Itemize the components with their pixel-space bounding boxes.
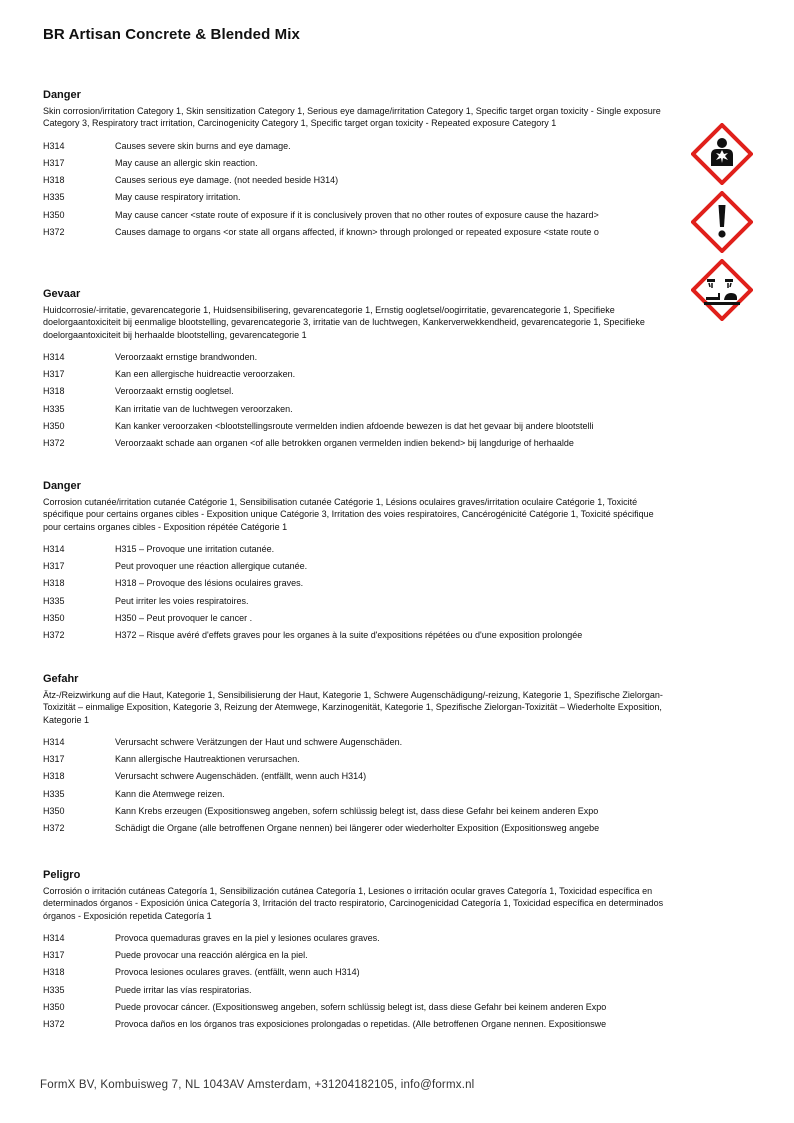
signal-word: Peligro: [43, 869, 81, 881]
hazard-statement-row: [43, 610, 683, 627]
h-code: H350: [43, 209, 65, 220]
h-text: Kann allergische Hautreaktionen verursachen.: [115, 754, 300, 765]
hazard-section-dutch: [43, 288, 683, 453]
hazard-statement-row: [43, 172, 683, 189]
hazard-classification: Corrosion cutanée/irritation cutanée Catégorie 1, Sensibilisation cutanée Catégorie 1, Lésions oculaires graves/irritation oculaire Catégorie 1, Toxicité spécifique pour certains organes cibles - Exposition unique Catégorie 3, Irritation des voies respiratoires, Cancérogénicité Catégorie 1, Toxicité spécifique pour certains organes cibles - Exposition répétée Catégorie 1: [43, 497, 654, 532]
h-text: Schädigt die Organe (alle betroffenen Organe nennen) bei längerer oder wiederholter Exposition (Expositionsweg angebe: [115, 823, 600, 834]
h-code: H314: [43, 736, 65, 747]
h-code: H350: [43, 806, 65, 817]
hazard-statement-row: [43, 541, 683, 558]
h-text: Puede provocar una reacción alérgica en la piel.: [115, 950, 308, 961]
hazard-statement-row: [43, 224, 683, 241]
hazard-statement-row: [43, 138, 683, 155]
hazard-statement-row: [43, 366, 683, 383]
hazard-statement-row: [43, 947, 683, 964]
hazard-classification: Huidcorrosie/-irritatie, gevarencategorie 1, Huidsensibilisering, gevarencategorie 1, Ernstig oogletsel/oogirritatie, gevarencategorie 1, Specifieke doelorgaantoxiciteit bij eenmalige blootstelling, gevarencategorie 3, irritatie van de luchtwegen, Kankerverwekkendheid, gevarencategorie 1, Specifieke doelorgaantoxiciteit bij herhaalde blootstelling, gevarencategorie 1: [43, 305, 645, 340]
h-code: H335: [43, 595, 65, 606]
hazard-statement-row: [43, 418, 683, 435]
h-text: Peut irriter les voies respiratoires.: [115, 595, 249, 606]
hazard-statement-row: [43, 207, 683, 224]
hazard-statement-row: [43, 930, 683, 947]
h-code: H314: [43, 140, 65, 151]
h-code: H318: [43, 578, 65, 589]
h-code: H318: [43, 771, 65, 782]
h-code: H372: [43, 227, 65, 238]
hazard-statement-row: [43, 768, 683, 785]
h-code: H318: [43, 175, 65, 186]
health-hazard-icon: [691, 123, 753, 185]
h-text: Veroorzaakt schade aan organen <of alle betrokken organen vermelden indien bekend> bij langdurige of herhaalde: [115, 438, 574, 449]
h-text: May cause respiratory irritation.: [115, 192, 241, 203]
hazard-statement-row: [43, 155, 683, 172]
h-text: Causes serious eye damage. (not needed beside H314): [115, 175, 339, 186]
h-code: H372: [43, 823, 65, 834]
signal-word: Gevaar: [43, 288, 81, 300]
hazard-section-english: [43, 89, 683, 241]
h-code: H314: [43, 543, 65, 554]
hazard-statement-row: [43, 627, 683, 644]
hazard-statement-row: [43, 435, 683, 452]
h-code: H372: [43, 438, 65, 449]
h-text: Kann die Atemwege reizen.: [115, 788, 225, 799]
hazard-section-french: [43, 480, 683, 645]
h-code: H318: [43, 386, 65, 397]
h-text: Kann Krebs erzeugen (Expositionsweg angeben, sofern schlüssig belegt ist, dass diese Gefahr bei keinem anderen Expo: [115, 806, 599, 817]
h-text: Verursacht schwere Augenschäden. (entfällt, wenn auch H314): [115, 771, 367, 782]
signal-word: Danger: [43, 480, 81, 492]
h-text: Peut provoquer une réaction allergique cutanée.: [115, 561, 308, 572]
hazard-statement-row: [43, 575, 683, 592]
hazard-section-spanish: [43, 869, 683, 1034]
h-code: H350: [43, 421, 65, 432]
h-code: H350: [43, 1002, 65, 1013]
h-code: H372: [43, 630, 65, 641]
hazard-classification: Ätz-/Reizwirkung auf die Haut, Kategorie 1, Sensibilisierung der Haut, Kategorie 1, Schwere Augenschädigung/-reizung, Kategorie 1, Spezifische Zielorgan-Toxizität – einmalige Exposition, Kategorie 3, Reizung der Atemwege, Karzinogenität, Kategorie 1, Spezifische Zielorgan-Toxizität – Wiederholte Exposition, Kategorie 1: [43, 690, 663, 725]
hazard-statement-row: [43, 401, 683, 418]
hazard-statement-row: [43, 999, 683, 1016]
hazard-statement-row: [43, 189, 683, 206]
hazard-statement-row: [43, 803, 683, 820]
h-code: H314: [43, 351, 65, 362]
h-text: Veroorzaakt ernstige brandwonden.: [115, 351, 258, 362]
signal-word: Gefahr: [43, 673, 79, 685]
h-code: H314: [43, 932, 65, 943]
h-text: Veroorzaakt ernstig oogletsel.: [115, 386, 234, 397]
h-text: Causes damage to organs <or state all organs affected, if known> through prolonged or repeated exposure <state route o: [115, 227, 599, 238]
signal-word: Danger: [43, 89, 81, 101]
corrosion-icon: [691, 259, 753, 321]
h-text: Provoca lesiones oculares graves. (entfällt, wenn auch H314): [115, 967, 360, 978]
h-text: Kan irritatie van de luchtwegen veroorzaken.: [115, 403, 293, 414]
h-code: H317: [43, 157, 65, 168]
hazard-statement-row: [43, 383, 683, 400]
h-code: H335: [43, 984, 65, 995]
hazard-statement-row: [43, 593, 683, 610]
h-code: H317: [43, 754, 65, 765]
h-text: Kan een allergische huidreactie veroorzaken.: [115, 369, 296, 380]
h-code: H335: [43, 403, 65, 414]
hazard-statement-row: [43, 820, 683, 837]
footer-contact: FormX BV, Kombuisweg 7, NL 1043AV Amsterdam, +31204182105, info@formx.nl: [40, 1079, 475, 1091]
h-text: Puede provocar cáncer. (Expositionsweg angeben, sofern schlüssig belegt ist, dass diese Gefahr bei keinem anderen Expo: [115, 1002, 607, 1013]
h-text: Causes severe skin burns and eye damage.: [115, 140, 291, 151]
h-code: H335: [43, 192, 65, 203]
h-text: May cause cancer <state route of exposure if it is conclusively proven that no other routes of exposure cause the hazard>: [115, 209, 599, 220]
h-text: H350 – Peut provoquer le cancer .: [115, 613, 253, 624]
hazard-classification: Skin corrosion/irritation Category 1, Skin sensitization Category 1, Serious eye damage/irritation Category 1, Specific target organ toxicity - Single exposure Category 3, Respiratory tract irritation, Carcinogenicity Category 1, Specific target organ toxicity - Repeated exposure Category 1: [43, 106, 661, 129]
h-text: H372 – Risque avéré d'effets graves pour les organes à la suite d'expositions répétées ou d'une exposition prolongée: [115, 630, 583, 641]
h-code: H318: [43, 967, 65, 978]
hazard-statement-row: [43, 982, 683, 999]
document-title: BR Artisan Concrete & Blended Mix: [43, 26, 300, 43]
h-text: Kan kanker veroorzaken <blootstellingsroute vermelden indien afdoende bewezen is dat het gevaar bij andere blootstelli: [115, 421, 594, 432]
hazard-statement-row: [43, 751, 683, 768]
hazard-classification: Corrosión o irritación cutáneas Categoría 1, Sensibilización cutánea Categoría 1, Lesiones o irritación ocular graves Categoría 1, Toxicidad específica en determinados órganos - Exposición única Categoría 3, Irritación del tracto respiratorio, Carcinogenicidad Categoría 1, Toxicidad específica en determinados órganos - Exposición repetida Categoría 1: [43, 886, 664, 921]
h-code: H317: [43, 561, 65, 572]
h-text: H318 – Provoque des lésions oculaires graves.: [115, 578, 304, 589]
hazard-statement-row: [43, 734, 683, 751]
hazard-statement-row: [43, 964, 683, 981]
hazard-statement-row: [43, 786, 683, 803]
hazard-section-german: [43, 673, 683, 838]
h-code: H317: [43, 950, 65, 961]
h-text: Puede irritar las vías respiratorias.: [115, 984, 252, 995]
h-text: Provoca daños en los órganos tras exposiciones prolongadas o repetidas. (Alle betroffenen Organe nennen. Expositionswe: [115, 1019, 607, 1030]
exclamation-mark-icon: [691, 191, 753, 253]
hazard-statement-row: [43, 349, 683, 366]
h-code: H335: [43, 788, 65, 799]
hazard-statement-row: [43, 558, 683, 575]
h-text: May cause an allergic skin reaction.: [115, 157, 258, 168]
h-text: Provoca quemaduras graves en la piel y lesiones oculares graves.: [115, 932, 380, 943]
h-code: H317: [43, 369, 65, 380]
h-code: H372: [43, 1019, 65, 1030]
h-code: H350: [43, 613, 65, 624]
h-text: Verursacht schwere Verätzungen der Haut und schwere Augenschäden.: [115, 736, 403, 747]
hazard-statement-row: [43, 1016, 683, 1033]
h-text: H315 – Provoque une irritation cutanée.: [115, 543, 275, 554]
